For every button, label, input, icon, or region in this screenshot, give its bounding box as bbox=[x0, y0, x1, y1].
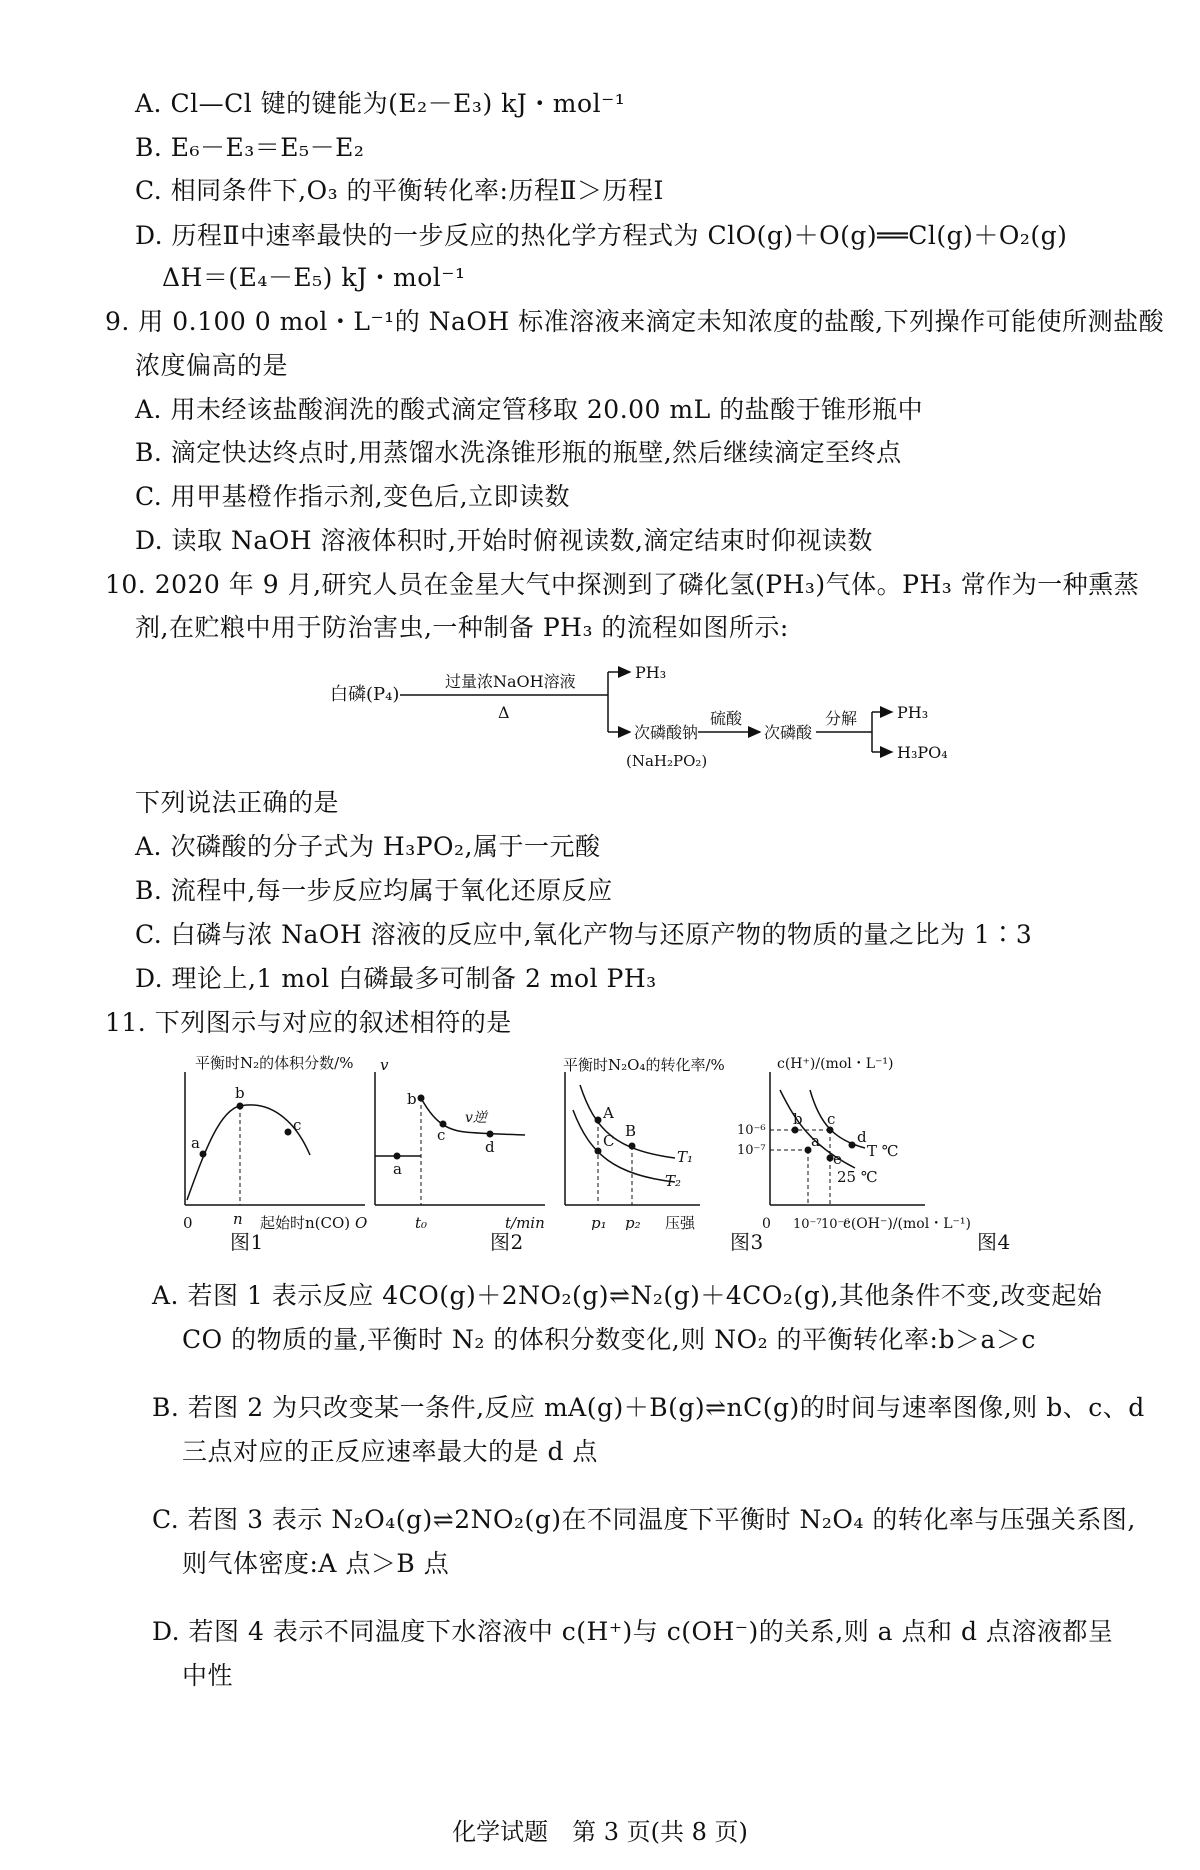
fig4-tick-x-a: 10⁻⁷ bbox=[793, 1217, 822, 1230]
fig4-curve-25: 25 ℃ bbox=[837, 1168, 878, 1186]
fig3-ylabel: 平衡时N₂O₄的转化率/% bbox=[563, 1056, 725, 1074]
q11-option-c-line2: 则气体密度:A 点＞B 点 bbox=[182, 1549, 450, 1578]
q11-option-b-line2: 三点对应的正反应速率最大的是 d 点 bbox=[182, 1437, 598, 1466]
q9-option-a: A. 用未经该盐酸润洗的酸式滴定管移取 20.00 mL 的盐酸于锥形瓶中 bbox=[135, 395, 924, 424]
fig1-point-a: a bbox=[191, 1134, 200, 1152]
fig4-tick-y-b: 10⁻⁶ bbox=[737, 1123, 766, 1138]
phosphine-flow-diagram bbox=[330, 662, 1000, 782]
fig2-t0: t₀ bbox=[415, 1214, 428, 1230]
q10-stem-line2: 剂,在贮粮中用于防治害虫,一种制备 PH₃ 的流程如图所示: bbox=[135, 613, 789, 642]
fig4-caption: 图4 bbox=[977, 1230, 1011, 1254]
fig4-tick-x-b: 10⁻⁶ bbox=[821, 1217, 850, 1230]
fig1-caption: 图1 bbox=[230, 1230, 264, 1254]
fig4-tick-y-a: 10⁻⁷ bbox=[737, 1143, 766, 1158]
figure-3 bbox=[563, 1056, 725, 1230]
fig2-xlabel: t/min bbox=[505, 1214, 545, 1230]
q8-option-d-enthalpy: ΔH＝(E₄－E₅) kJ・mol⁻¹ bbox=[162, 263, 466, 292]
fig2-curve-label: v逆 bbox=[465, 1110, 487, 1126]
q10-option-d: D. 理论上,1 mol 白磷最多可制备 2 mol PH₃ bbox=[135, 964, 657, 993]
fig1-xlabel: 起始时n(CO) bbox=[260, 1214, 351, 1230]
fig2-ylabel: v bbox=[380, 1056, 389, 1074]
q9-option-b: B. 滴定快达终点时,用蒸馏水洗涤锥形瓶的瓶壁,然后继续滴定至终点 bbox=[135, 438, 902, 467]
fig1-n-tick: n bbox=[233, 1210, 243, 1228]
q10-option-b: B. 流程中,每一步反应均属于氧化还原反应 bbox=[135, 876, 613, 905]
flow-reagent2-label: 硫酸 bbox=[710, 709, 743, 728]
fig4-point-e: e bbox=[833, 1150, 842, 1168]
q11-stem: 11. 下列图示与对应的叙述相符的是 bbox=[105, 1008, 512, 1037]
flow-intermediate-label: 次磷酸钠 bbox=[634, 723, 699, 742]
flow-product-h3po4: H₃PO₄ bbox=[897, 743, 948, 762]
fig3-point-c: C bbox=[603, 1132, 615, 1150]
fig2-point-c: c bbox=[437, 1126, 446, 1144]
fig3-caption: 图3 bbox=[730, 1230, 764, 1254]
q11-option-a-line2: CO 的物质的量,平衡时 N₂ 的体积分数变化,则 NO₂ 的平衡转化率:b＞a＞c bbox=[182, 1325, 1036, 1354]
fig4-origin: 0 bbox=[762, 1216, 771, 1230]
fig3-xlabel: 压强 bbox=[665, 1214, 696, 1230]
flow-product-top: PH₃ bbox=[635, 663, 667, 682]
flow-reagent3-label: 分解 bbox=[825, 709, 858, 728]
q11-option-b-line1: B. 若图 2 为只改变某一条件,反应 mA(g)＋B(g)⇌nC(g)的时间与速率图像,则 b、c、d bbox=[152, 1393, 1145, 1422]
figure-2 bbox=[355, 1056, 545, 1230]
fig1-ylabel: 平衡时N₂的体积分数/% bbox=[195, 1054, 354, 1072]
q9-option-d: D. 读取 NaOH 溶液体积时,开始时俯视读数,滴定结束时仰视读数 bbox=[135, 526, 873, 555]
fig3-point-a: A bbox=[603, 1104, 614, 1122]
q10-option-c: C. 白磷与浓 NaOH 溶液的反应中,氧化产物与还原产物的物质的量之比为 1∶3 bbox=[135, 920, 1033, 949]
q11-option-a-line1: A. 若图 1 表示反应 4CO(g)＋2NO₂(g)⇌N₂(g)＋4CO₂(g),其他条件不变,改变起始 bbox=[152, 1281, 1103, 1310]
q10-prompt: 下列说法正确的是 bbox=[135, 788, 340, 817]
fig4-ylabel: c(H⁺)/(mol・L⁻¹) bbox=[777, 1056, 894, 1072]
fig3-point-b: B bbox=[625, 1122, 637, 1140]
fig4-xlabel: c(OH⁻)/(mol・L⁻¹) bbox=[843, 1216, 971, 1230]
flow-intermediate-formula: (NaH₂PO₂) bbox=[626, 752, 708, 770]
fig2-point-d: d bbox=[485, 1138, 495, 1156]
q8-option-a: A. Cl—Cl 键的键能为(E₂－E₃) kJ・mol⁻¹ bbox=[135, 89, 626, 118]
fig3-t1: T₁ bbox=[677, 1148, 694, 1166]
q9-stem-line2: 浓度偏高的是 bbox=[135, 351, 289, 380]
fig2-caption: 图2 bbox=[490, 1230, 524, 1254]
fig1-origin: 0 bbox=[183, 1214, 193, 1230]
q10-stem-line1: 10. 2020 年 9 月,研究人员在金星大气中探测到了磷化氢(PH₃)气体。PH₃ 常作为一种熏蒸 bbox=[105, 570, 1140, 599]
fig4-curve-t: T ℃ bbox=[867, 1142, 899, 1160]
fig3-p1: p₁ bbox=[591, 1214, 607, 1230]
q11-option-d-line2: 中性 bbox=[182, 1661, 234, 1690]
q8-option-b: B. E₆－E₃＝E₅－E₂ bbox=[135, 133, 365, 162]
fig3-t2: T₂ bbox=[665, 1172, 682, 1190]
figure-1 bbox=[183, 1054, 368, 1230]
q8-option-c: C. 相同条件下,O₃ 的平衡转化率:历程Ⅱ＞历程Ⅰ bbox=[135, 176, 664, 205]
q11-option-d-line1: D. 若图 4 表示不同温度下水溶液中 c(H⁺)与 c(OH⁻)的关系,则 a 点和 d 点溶液都呈 bbox=[152, 1617, 1114, 1646]
fig1-point-c: c bbox=[293, 1116, 302, 1134]
fig3-p2: p₂ bbox=[625, 1214, 641, 1230]
flow-reagent1-label: 过量浓NaOH溶液 bbox=[445, 672, 576, 691]
q9-stem-line1: 9. 用 0.100 0 mol・L⁻¹的 NaOH 标准溶液来滴定未知浓度的盐酸,下列操作可能使所测盐酸 bbox=[105, 307, 1165, 336]
q11-option-c-line1: C. 若图 3 表示 N₂O₄(g)⇌2NO₂(g)在不同温度下平衡时 N₂O₄ 的转化率与压强关系图, bbox=[152, 1505, 1136, 1534]
flow-start-label: 白磷(P₄) bbox=[330, 684, 400, 705]
q9-option-c: C. 用甲基橙作指示剂,变色后,立即读数 bbox=[135, 482, 571, 511]
fig4-point-d: d bbox=[857, 1128, 867, 1146]
q10-option-a: A. 次磷酸的分子式为 H₃PO₂,属于一元酸 bbox=[135, 832, 601, 861]
q11-figures bbox=[165, 1050, 1195, 1230]
fig4-point-a: a bbox=[811, 1132, 820, 1150]
q8-option-d: D. 历程Ⅱ中速率最快的一步反应的热化学方程式为 ClO(g)＋O(g)══Cl(g)＋O₂(g) bbox=[135, 221, 1068, 250]
fig2-point-a: a bbox=[393, 1160, 402, 1178]
flow-product-ph3: PH₃ bbox=[897, 703, 929, 722]
flow-condition1-label: Δ bbox=[498, 703, 510, 722]
fig2-point-b: b bbox=[407, 1090, 417, 1108]
fig2-origin: O bbox=[355, 1214, 368, 1230]
fig1-point-b: b bbox=[235, 1084, 245, 1102]
page-footer: 化学试题 第 3 页(共 8 页) bbox=[452, 1818, 748, 1846]
fig4-point-b: b bbox=[793, 1110, 803, 1128]
flow-acid-label: 次磷酸 bbox=[764, 723, 813, 742]
fig4-point-c: c bbox=[827, 1110, 836, 1128]
figure-4 bbox=[737, 1056, 971, 1230]
